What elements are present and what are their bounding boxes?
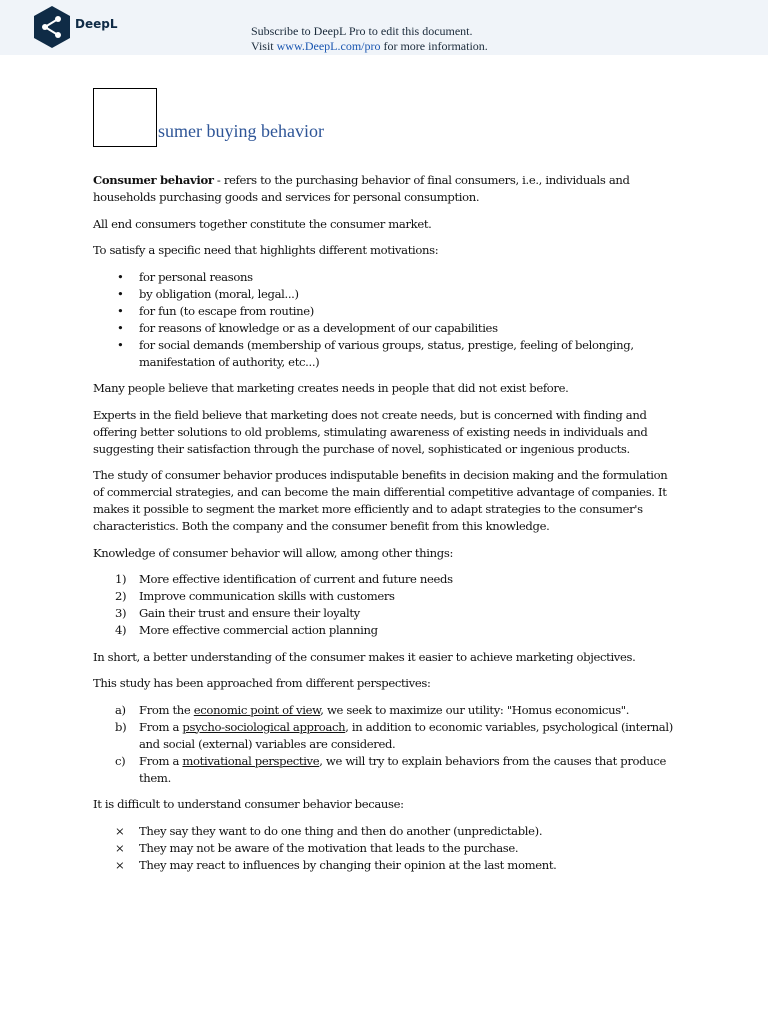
list-letter: a) — [115, 702, 126, 717]
list-item — [93, 622, 678, 639]
paragraph-knowledge-intro: Knowledge of consumer behavior will allow, among other things: — [93, 545, 454, 560]
list-item-prefix: From a — [139, 753, 183, 768]
document-body — [93, 88, 678, 883]
banner-line-2 — [251, 39, 488, 54]
list-item-text: for reasons of knowledge or as a development of our capabilities — [139, 320, 498, 335]
list-item-text: They may react to influences by changing their opinion at the last moment. — [139, 857, 557, 872]
list-item — [93, 753, 678, 787]
difficulties-list — [93, 823, 678, 874]
paragraph-experts: Experts in the field believe that marketing does not create needs, but is concerned with finding and offering better solutions to old problems, stimulating awareness of existing needs in individuals and suggesting their satisfaction through the purchase of novel, sophisticated or ingenious products. — [93, 407, 648, 456]
list-item-text: They may not be aware of the motivation that leads to the purchase. — [139, 840, 519, 855]
list-item-text: Gain their trust and ensure their loyalty — [139, 606, 360, 620]
list-item — [93, 840, 678, 857]
paragraph-perspectives-intro: This study has been approached from different perspectives: — [93, 676, 431, 690]
bullet-marker: • — [117, 286, 124, 301]
title-image-placeholder — [93, 88, 157, 147]
cross-marker-icon: × — [115, 857, 125, 872]
motivations-list — [93, 269, 678, 371]
list-item-suffix: , in addition to economic variables, psychological (internal) and social (external) variables are considered. — [139, 719, 673, 751]
list-item-text: for personal reasons — [139, 269, 253, 284]
deepl-pro-link[interactable]: www.DeepL.com/pro — [276, 39, 381, 53]
title-row — [93, 88, 678, 148]
perspectives-list — [93, 702, 678, 787]
benefits-list — [93, 571, 678, 639]
banner-line-1: Subscribe to DeepL Pro to edit this document. — [251, 24, 473, 38]
list-number: 4) — [115, 623, 127, 637]
list-item-suffix: , we will try to explain behaviors from the causes that produce them. — [139, 753, 666, 785]
list-item-text: by obligation (moral, legal...) — [139, 286, 299, 301]
cross-marker-icon: × — [115, 840, 125, 855]
banner-line-2-prefix: Visit — [251, 39, 277, 53]
paragraph-belief: Many people believe that marketing creates needs in people that did not exist before. — [93, 381, 569, 395]
bullet-marker: • — [117, 269, 124, 284]
document-title: sumer buying behavior — [158, 121, 324, 141]
term-consumer-behavior: Consumer behavior — [93, 173, 214, 187]
list-item-suffix: , we seek to maximize our utility: "Homus economicus". — [320, 702, 630, 717]
list-item — [93, 286, 678, 303]
list-item — [93, 702, 678, 719]
list-item — [93, 303, 678, 320]
paragraph-summary: In short, a better understanding of the consumer makes it easier to achieve marketing objectives. — [93, 649, 636, 664]
list-item — [93, 605, 678, 622]
document-content — [93, 172, 678, 874]
list-letter: b) — [115, 719, 127, 734]
list-item — [93, 269, 678, 286]
paragraph-motivations-intro: To satisfy a specific need that highlights different motivations: — [93, 243, 439, 257]
list-item-prefix: From a — [139, 719, 183, 734]
list-item-text: They say they want to do one thing and then do another (unpredictable). — [139, 823, 543, 838]
list-item — [93, 719, 678, 753]
list-item — [93, 588, 678, 605]
list-number: 3) — [115, 606, 127, 620]
banner-message — [251, 24, 488, 54]
list-item — [93, 337, 678, 371]
bullet-marker: • — [117, 303, 124, 318]
perspective-term: psycho-sociological approach — [182, 719, 346, 734]
perspective-term: motivational perspective — [182, 753, 320, 768]
list-item-text: for fun (to escape from routine) — [139, 303, 314, 318]
paragraph-consumer-market: All end consumers together constitute the consumer market. — [93, 216, 432, 231]
list-item-text: More effective commercial action planning — [139, 623, 378, 637]
definition-text: - refers to the purchasing behavior of final consumers, i.e., individuals and households purchasing goods and services for personal consumption. — [93, 173, 630, 204]
list-item — [93, 571, 678, 588]
bullet-marker: • — [117, 320, 124, 335]
banner-line-2-suffix: for more information. — [380, 39, 488, 53]
deepl-banner — [0, 0, 768, 55]
paragraph-study-benefits: The study of consumer behavior produces indisputable benefits in decision making and the formulation of commercial strategies, and can become the main differential competitive advantage of companies. It makes it possible to segment the market more efficiently and to adapt strategies to the consumer's characteristics. Both the company and the consumer benefit from this knowledge. — [93, 468, 668, 533]
perspective-term: economic point of view — [193, 702, 321, 717]
paragraph-difficulty-intro: It is difficult to understand consumer behavior because: — [93, 797, 404, 811]
cross-marker-icon: × — [115, 823, 125, 838]
list-item-prefix: From the — [139, 702, 194, 717]
list-number: 1) — [115, 572, 127, 586]
deepl-logo-icon — [33, 6, 71, 48]
list-letter: c) — [115, 753, 126, 768]
deepl-logo-text: DeepL — [75, 17, 118, 31]
list-item-text: More effective identification of current and future needs — [139, 572, 453, 586]
list-number: 2) — [115, 589, 127, 603]
bullet-marker: • — [117, 337, 124, 352]
paragraph-definition — [93, 172, 678, 206]
list-item — [93, 823, 678, 840]
list-item — [93, 857, 678, 874]
list-item-text: for social demands (membership of various groups, status, prestige, feeling of belonging, manifestation of authority, etc...) — [139, 337, 634, 369]
list-item-text: Improve communication skills with customers — [139, 589, 395, 603]
list-item — [93, 320, 678, 337]
